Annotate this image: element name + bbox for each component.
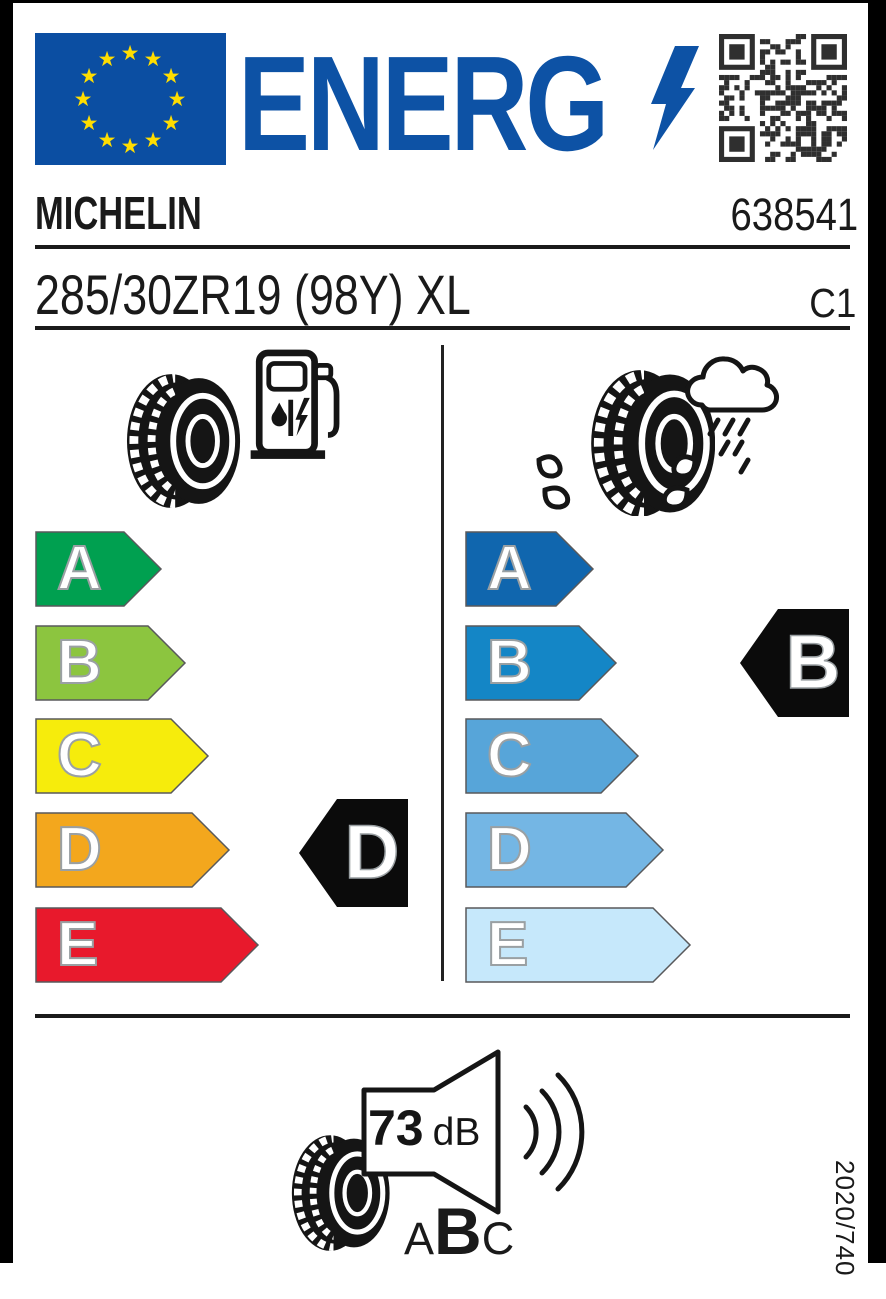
noise-level [368, 1098, 480, 1158]
column-divider [441, 345, 444, 981]
svg-text:★: ★ [97, 47, 117, 71]
rain-cloud-icon [680, 350, 785, 475]
wet-grade-arrow-b [465, 625, 618, 701]
svg-text:★: ★ [97, 128, 117, 152]
grade-letter: B [57, 628, 102, 697]
svg-text:★: ★ [120, 41, 140, 65]
tire-class: C1 [808, 280, 856, 326]
noise-value: 73 [368, 1100, 424, 1156]
rated-grade-letter: B [785, 620, 841, 705]
energ-logo-text: ENERG [238, 28, 607, 179]
noise-class-b: B [434, 1194, 482, 1268]
svg-text:★: ★ [120, 134, 140, 158]
tire-size: 285/30ZR19 (98Y) XL [35, 263, 471, 326]
rated-grade-letter: D [344, 810, 400, 895]
article-number: 638541 [730, 189, 858, 240]
sound-waves-icon [526, 1075, 582, 1189]
wet-grade-arrow-a [465, 531, 595, 607]
wet-grade-arrow-e [465, 907, 692, 983]
wet-grip-rated-class [738, 607, 851, 719]
fuel-efficiency-rated-class [297, 797, 410, 909]
svg-text:★: ★ [79, 64, 99, 88]
noise-class-letters [404, 1192, 514, 1271]
brand-name: MICHELIN [35, 187, 202, 239]
grade-letter: D [487, 815, 532, 884]
grade-letter: C [57, 721, 102, 790]
fuel-grade-arrow-e [35, 907, 260, 983]
lightning-bolt-icon [645, 44, 700, 152]
separator-line [35, 245, 850, 249]
grade-letter: B [487, 628, 532, 697]
qr-code [716, 34, 850, 162]
fuel-grade-arrow-d [35, 812, 231, 888]
wet-grade-arrow-c [465, 718, 640, 794]
frame-right [868, 0, 886, 1263]
frame-left [0, 0, 13, 1263]
svg-text:★: ★ [143, 128, 163, 152]
svg-text:★: ★ [143, 47, 163, 71]
svg-text:★: ★ [73, 87, 93, 111]
eu-flag-icon [35, 33, 226, 165]
wet-grade-arrow-d [465, 812, 665, 888]
svg-text:★: ★ [161, 64, 181, 88]
grade-letter: C [487, 721, 532, 790]
regulation-number: 2020/740 [830, 1160, 860, 1277]
noise-class-a: A [404, 1213, 435, 1264]
grade-letter: E [57, 910, 99, 979]
noise-unit: dB [432, 1111, 481, 1154]
separator-line [35, 326, 850, 330]
svg-text:★: ★ [79, 111, 99, 135]
fuel-grade-arrow-a [35, 531, 163, 607]
tire-icon [126, 370, 244, 512]
noise-class-c: C [481, 1213, 515, 1264]
svg-text:★: ★ [161, 111, 181, 135]
frame-top [0, 0, 886, 3]
grade-letter: E [487, 910, 529, 979]
fuel-grade-arrow-b [35, 625, 187, 701]
separator-line [35, 1014, 850, 1018]
fuel-grade-arrow-c [35, 718, 210, 794]
svg-text:★: ★ [167, 87, 187, 111]
fuel-pump-icon [243, 342, 348, 467]
grade-letter: D [57, 815, 102, 884]
grade-letter: A [487, 534, 532, 603]
grade-letter: A [57, 534, 102, 603]
